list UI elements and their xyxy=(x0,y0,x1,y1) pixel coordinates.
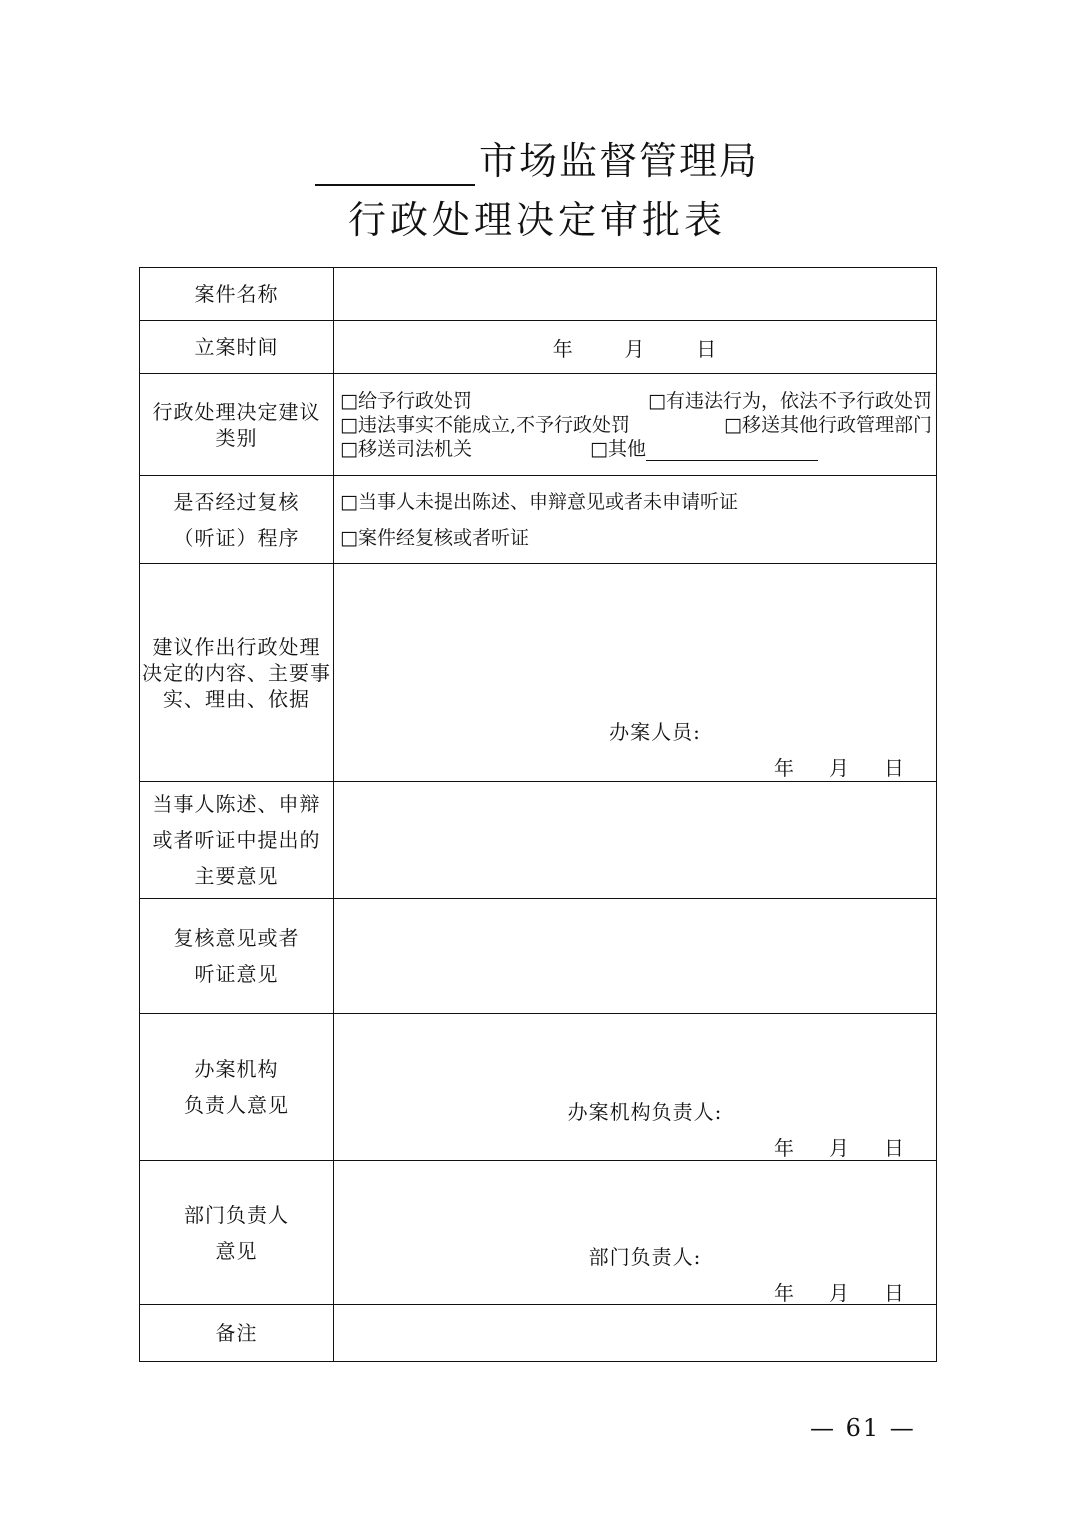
approval-form-table xyxy=(139,267,937,1362)
filing-time-field[interactable] xyxy=(334,321,937,374)
option-facts-not-established[interactable]: □违法事实不能成立,不予行政处罚 xyxy=(340,413,630,436)
decision-type-options xyxy=(334,374,937,476)
label-review-opinion xyxy=(140,899,334,1014)
form-title: 行政处理决定审批表 xyxy=(347,198,726,242)
label-proposal xyxy=(140,564,334,782)
page-number: — 61 — xyxy=(810,1414,916,1442)
label-decision-type-line1: 行政处理决定建议 xyxy=(152,399,321,424)
label-filing-time: 立案时间 xyxy=(140,321,334,374)
agency-signer: 办案机构负责人: xyxy=(567,1100,723,1124)
agency-day: 日 xyxy=(884,1136,904,1160)
filing-month-label: 月 xyxy=(624,336,646,361)
label-proposal-line3: 实、理由、依据 xyxy=(163,686,310,711)
proposal-day: 日 xyxy=(884,756,904,780)
org-title xyxy=(0,136,1074,186)
row-remarks xyxy=(140,1305,937,1362)
row-proposal xyxy=(140,564,937,782)
dept-year: 年 xyxy=(774,1281,794,1305)
row-filing-time xyxy=(140,321,937,374)
remarks-field[interactable] xyxy=(334,1305,937,1362)
option-other-label: □其他 xyxy=(590,437,646,460)
option-transfer-other-dept[interactable]: □移送其他行政管理部门 xyxy=(724,413,932,436)
agency-date xyxy=(774,1132,904,1161)
label-party-opinion xyxy=(140,782,334,899)
agency-year: 年 xyxy=(774,1136,794,1160)
dept-signer: 部门负责人: xyxy=(588,1245,702,1269)
dept-date xyxy=(774,1277,904,1306)
label-case-name: 案件名称 xyxy=(140,268,334,321)
label-party-opinion-line2: 或者听证中提出的 xyxy=(152,828,321,852)
proposal-signer: 办案人员: xyxy=(609,720,701,744)
row-decision-type xyxy=(140,374,937,476)
label-party-opinion-line3: 主要意见 xyxy=(194,864,279,888)
label-decision-type xyxy=(140,374,334,476)
filing-year-label: 年 xyxy=(552,336,574,361)
proposal-date xyxy=(774,752,904,781)
label-review-line2: （听证）程序 xyxy=(173,525,300,550)
org-suffix: 市场监督管理局 xyxy=(478,139,759,183)
option-reviewed-or-heard[interactable]: □案件经复核或者听证 xyxy=(340,526,529,549)
party-opinion-field[interactable] xyxy=(334,782,937,899)
agency-month: 月 xyxy=(829,1136,849,1160)
label-proposal-line1: 建议作出行政处理 xyxy=(152,634,321,659)
org-name-blank[interactable] xyxy=(315,144,475,186)
dept-month: 月 xyxy=(829,1281,849,1305)
filing-day-label: 日 xyxy=(696,336,718,361)
label-dept-opinion xyxy=(140,1161,334,1305)
label-decision-type-line2: 类别 xyxy=(215,425,258,450)
label-party-opinion-line1: 当事人陈述、申辩 xyxy=(152,792,321,816)
option-impose-penalty[interactable]: □给予行政处罚 xyxy=(340,389,472,412)
label-agency-opinion-line2: 负责人意见 xyxy=(184,1093,289,1117)
proposal-month: 月 xyxy=(829,756,849,780)
label-agency-opinion-line1: 办案机构 xyxy=(194,1057,279,1081)
review-opinion-field[interactable] xyxy=(334,899,937,1014)
option-transfer-judicial[interactable]: □移送司法机关 xyxy=(340,437,472,460)
review-options xyxy=(334,476,937,564)
case-name-field[interactable] xyxy=(334,268,937,321)
label-review-line1: 是否经过复核 xyxy=(173,489,300,514)
row-dept-opinion xyxy=(140,1161,937,1305)
label-dept-opinion-line1: 部门负责人 xyxy=(184,1202,289,1227)
proposal-year: 年 xyxy=(774,756,794,780)
option-other[interactable] xyxy=(590,437,818,461)
label-agency-opinion xyxy=(140,1014,334,1161)
agency-opinion-field[interactable] xyxy=(334,1014,937,1161)
other-blank-line[interactable] xyxy=(646,440,818,461)
dept-opinion-field[interactable] xyxy=(334,1161,937,1305)
label-review-opinion-line1: 复核意见或者 xyxy=(173,926,300,950)
option-no-penalty-with-violation[interactable]: □有违法行为，依法不予行政处罚 xyxy=(648,389,932,412)
label-dept-opinion-line2: 意见 xyxy=(215,1238,258,1263)
dept-day: 日 xyxy=(884,1281,904,1305)
row-case-name xyxy=(140,268,937,321)
label-review xyxy=(140,476,334,564)
row-review xyxy=(140,476,937,564)
label-remarks: 备注 xyxy=(140,1305,334,1362)
label-review-opinion-line2: 听证意见 xyxy=(194,962,279,986)
row-review-opinion xyxy=(140,899,937,1014)
proposal-field[interactable] xyxy=(334,564,937,782)
label-proposal-line2: 决定的内容、主要事 xyxy=(142,660,331,685)
option-no-statement[interactable]: □当事人未提出陈述、申辩意见或者未申请听证 xyxy=(340,490,738,513)
row-agency-opinion xyxy=(140,1014,937,1161)
row-party-opinion xyxy=(140,782,937,899)
